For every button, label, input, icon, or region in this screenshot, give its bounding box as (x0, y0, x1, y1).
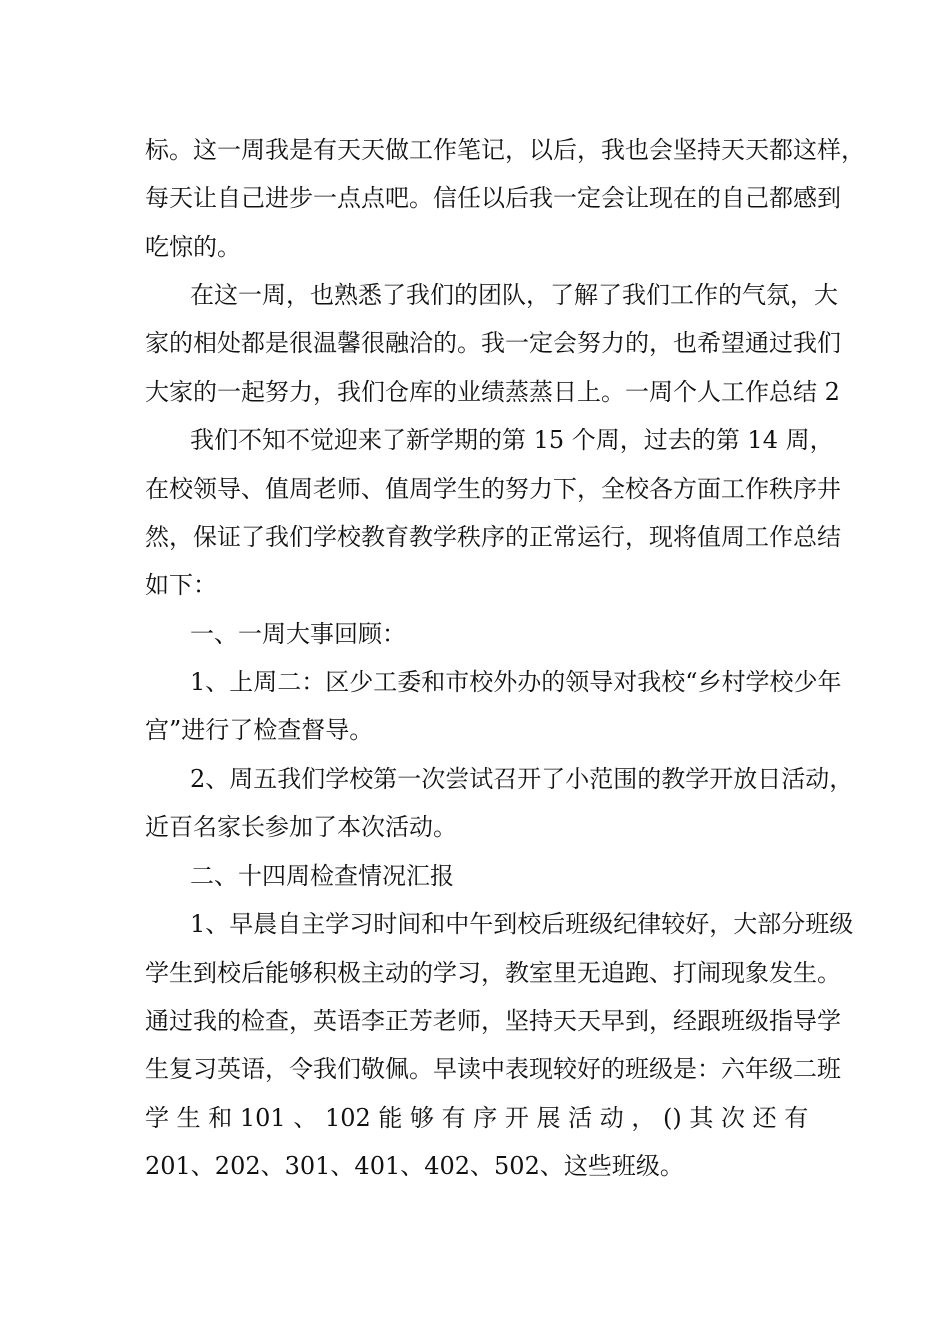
text-line-9: 然，保证了我们学校教育教学秩序的正常运行，现将值周工作总结 (145, 523, 841, 551)
text-line-6: 大家的一起努力，我们仓库的业绩蒸蒸日上。一周个人工作总结 2 (145, 378, 840, 406)
text-line-19: 通过我的检查，英语李正芳老师，坚持天天早到，经跟班级指导学 (145, 1007, 841, 1035)
text-line-3: 吃惊的。 (145, 233, 241, 261)
text-line-8: 在校领导、值周老师、值周学生的努力下，全校各方面工作秩序井 (145, 475, 841, 503)
text-line-15: 近百名家长参加了本次活动。 (145, 813, 457, 841)
text-line-2: 每天让自己进步一点点吧。信任以后我一定会让现在的自己都感到 (145, 184, 841, 212)
text-line-5: 家的相处都是很温馨很融洽的。我一定会努力的，也希望通过我们 (145, 329, 841, 357)
text-line-1: 标。这一周我是有天天做工作笔记，以后，我也会坚持天天都这样， (145, 136, 865, 164)
text-line-20: 生复习英语，令我们敬佩。早读中表现较好的班级是：六年级二班 (145, 1055, 841, 1083)
text-line-14: 2、周五我们学校第一次尝试召开了小范围的教学开放日活动， (190, 765, 854, 793)
text-line-17: 1、早晨自主学习时间和中午到校后班级纪律较好，大部分班级 (190, 910, 854, 938)
text-line-7: 我们不知不觉迎来了新学期的第 15 个周，过去的第 14 周， (190, 426, 834, 454)
text-line-12: 1、上周二：区少工委和市校外办的领导对我校“乡村学校少年 (190, 668, 842, 696)
text-line-18: 学生到校后能够积极主动的学习，教室里无追跑、打闹现象发生。 (145, 959, 841, 987)
text-line-21: 学 生 和 101 、 102 能 够 有 序 开 展 活 动 ， () 其 次 还 有 (145, 1104, 809, 1132)
section-heading-2: 二、十四周检查情况汇报 (190, 862, 454, 890)
text-line-4: 在这一周，也熟悉了我们的团队，了解了我们工作的气氛，大 (190, 281, 838, 309)
text-line-22: 201、202、301、401、402、502、这些班级。 (145, 1152, 684, 1180)
text-line-10: 如下： (145, 571, 217, 599)
text-line-13: 宫”进行了检查督导。 (145, 716, 374, 744)
section-heading-1: 一、一周大事回顾： (190, 620, 406, 648)
